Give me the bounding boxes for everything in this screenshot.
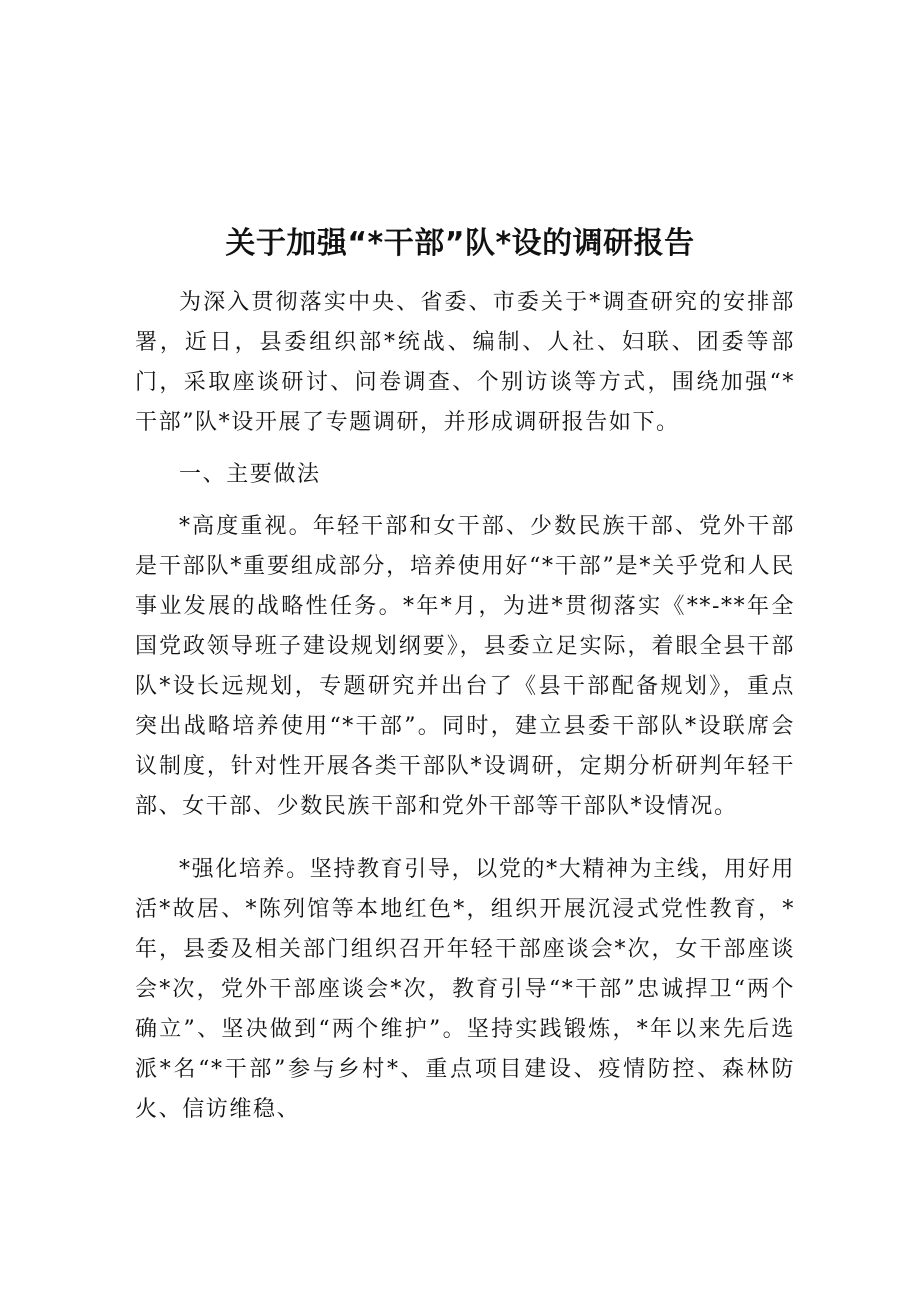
paragraph-high-attention: *高度重视。年轻干部和女干部、少数民族干部、党外干部是干部队*重要组成部分，培养使用好“*干部”是*关乎党和人民事业发展的战略性任务。*年*月，为进*贯彻落实《**-**年全国党政领导班子建设规划纲要》，县委立足实际，着眼全县干部队*设长远规划，专题研究并出台了《县干部配备规划》，重点突出战略培养使用“*干部”。同时，建立县委干部队*设联席会议制度，针对性开展各类干部队*设调研，定期分析研判年轻干部、女干部、少数民族干部和党外干部等干部队*设情况。 xyxy=(135,514,795,819)
paragraph-strengthen-training: *强化培养。坚持教育引导，以党的*大精神为主线，用好用活*故居、*陈列馆等本地红色*，组织开展沉浸式党性教育，*年，县委及相关部门组织召开年轻干部座谈会*次，女干部座谈会*次，党外干部座谈会*次，教育引导“*干部”忠诚捍卫“两个确立”、坚决做到“两个维护”。坚持实践锻炼，*年以来先后选派*名“*干部”参与乡村*、重点项目建设、疫情防控、森林防火、信访维稳、 xyxy=(135,857,795,1122)
section-heading-main-practices: 一、主要做法 xyxy=(179,462,321,487)
intro-paragraph: 为深入贯彻落实中央、省委、市委关于*调查研究的安排部署，近日，县委组织部*统战、编制、人社、妇联、团委等部门，采取座谈研讨、问卷调查、个别访谈等方式，围绕加强“*干部”队*设开展了专题调研，并形成调研报告如下。 xyxy=(135,290,795,435)
document-title: 关于加强“*干部”队*设的调研报告 xyxy=(225,226,695,261)
